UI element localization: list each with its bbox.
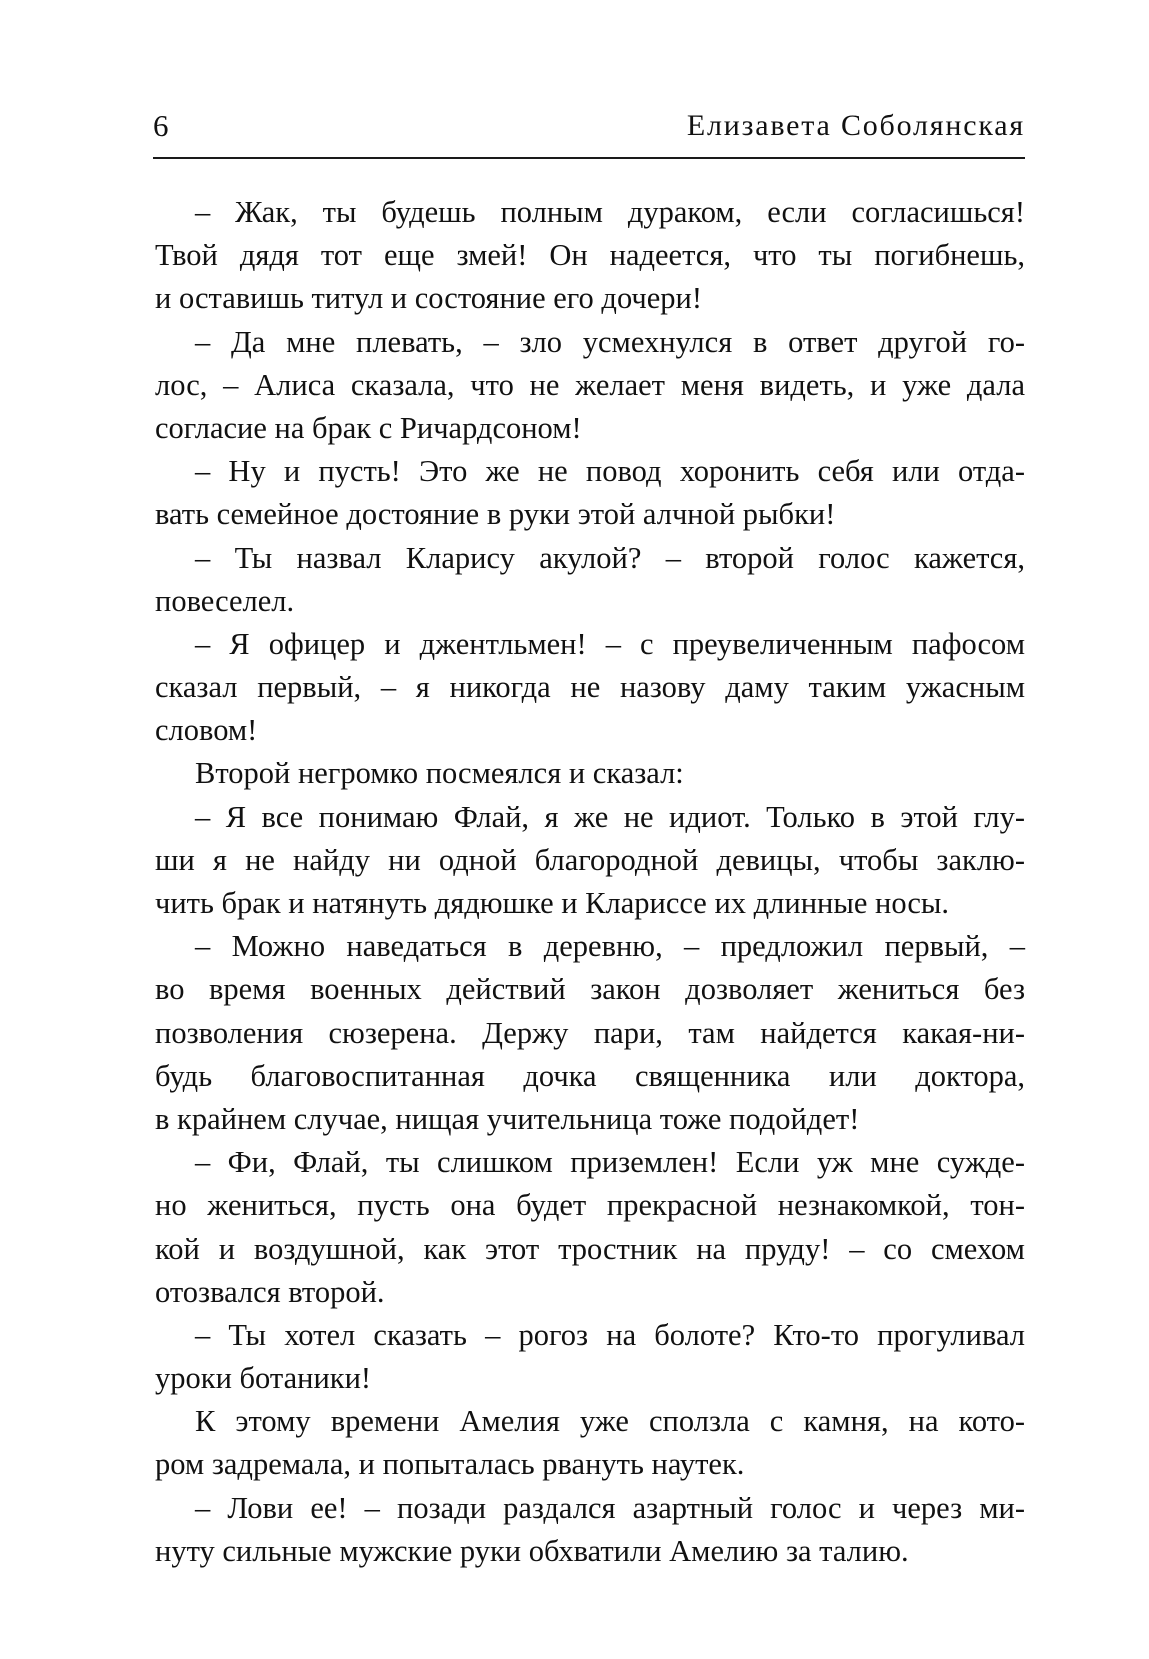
text-line: ром задремала, и попыталась рвануть наутек. [155,1447,745,1482]
text-line: – Ты назвал Кларису акулой? – второй голос кажется, [195,540,1025,575]
text-line: – Лови ее! – позади раздался азартный голос и через ми- [195,1490,1025,1525]
text-line: – Да мне плевать, – зло усмехнулся в ответ другой го- [195,324,1025,359]
text-line: – Ты хотел сказать – рогоз на болоте? Кто-то прогуливал [195,1317,1025,1352]
page-header [153,103,1025,149]
text-line: но жениться, пусть она будет прекрасной незнакомкой, тон- [155,1188,1025,1223]
text-line: отозвался второй. [155,1274,385,1309]
text-line: согласие на брак с Ричардсоном! [155,410,582,445]
text-line: нуту сильные мужские руки обхватили Амелию за талию. [155,1533,909,1568]
text-line: Второй негромко посмеялся и сказал: [195,756,684,791]
page-number: 6 [153,108,169,143]
header-divider [153,157,1025,159]
text-line: чить брак и натянуть дядюшке и Клариссе их длинные носы. [155,886,950,920]
text-line: К этому времени Амелия уже сползла с камня, на кото- [195,1404,1025,1439]
text-line: во время военных действий закон дозволяет жениться без [155,972,1025,1007]
text-line: в крайнем случае, нищая учительница тоже подойдет! [155,1101,860,1136]
text-line: ши я не найду ни одной благородной девицы, чтобы заклю- [155,842,1025,877]
text-line: кой и воздушной, как этот тростник на пруду! – со смехом [155,1231,1025,1266]
text-line: – Жак, ты будешь полным дураком, если согласишься! [195,195,1025,229]
text-line: сказал первый, – я никогда не назову даму таким ужасным [155,670,1025,705]
text-line: словом! [155,713,258,748]
text-line: вать семейное достояние в руки этой алчной рыбки! [155,497,836,532]
text-line: – Я все понимаю Флай, я же не идиот. Только в этой глу- [195,799,1025,834]
text-line: – Ну и пусть! Это же не повод хоронить себя или отда- [195,454,1025,489]
text-line: позволения сюзерена. Держу пари, там найдется какая-ни- [155,1015,1025,1050]
running-title: Елизавета Соболянская [686,109,1025,142]
text-line: и оставишь титул и состояние его дочери! [155,281,703,316]
text-line: повеселел. [155,583,295,618]
text-line: – Можно наведаться в деревню, – предложил первый, – [195,929,1025,964]
text-line: будь благовоспитанная дочка священника или доктора, [155,1058,1025,1093]
text-line: лос, – Алиса сказала, что не желает меня видеть, и уже дала [155,367,1025,402]
text-line: – Я офицер и джентльмен! – с преувеличенным пафосом [195,626,1025,661]
text-line: уроки ботаники! [155,1361,372,1396]
text-line: – Фи, Флай, ты слишком приземлен! Если уж мне сужде- [195,1145,1025,1180]
body-text [155,191,1025,1573]
text-line: Твой дядя тот еще змей! Он надеется, что ты погибнешь, [155,238,1025,273]
